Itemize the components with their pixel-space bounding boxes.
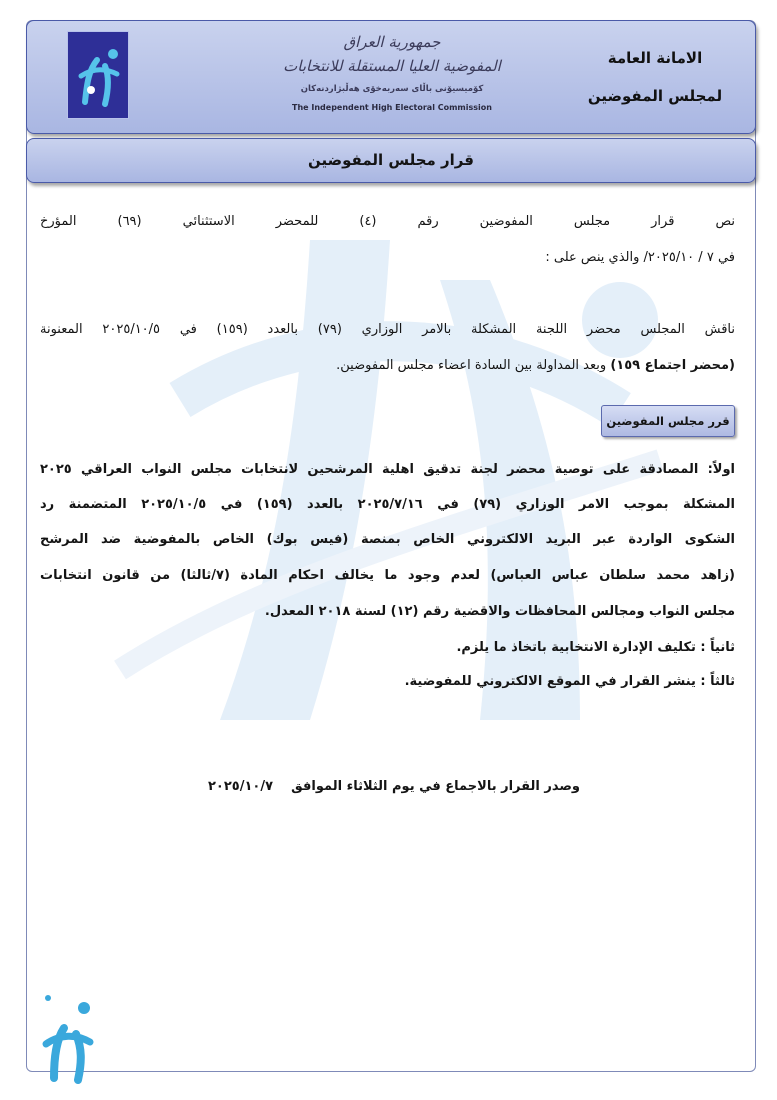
commission-name-arabic: المفوضية العليا المستقلة للانتخابات bbox=[283, 57, 501, 75]
decision-first-line-3: الشكوى الواردة عبر البريد الالكتروني الخاص بمنصة (فيس بوك) الخاص بالمفوضية ضد المرشح bbox=[40, 532, 735, 547]
decision-first-line-2: المشكلة بموجب الامر الوزاري (٧٩) في ٢٠٢٥/٧/١٦ بالعدد (١٥٩) في ٢٠٢٥/١٠/٥ المتضمنة رد bbox=[40, 497, 735, 512]
document-title: قرار مجلس المفوضين bbox=[26, 138, 756, 183]
decision-second: ثانياً : تكليف الإدارة الانتخابية باتخاذ ما يلزم. bbox=[456, 640, 735, 655]
meeting-minutes-ref: (محضر اجتماع ١٥٩) bbox=[610, 358, 735, 373]
country-name: جمهورية العراق bbox=[343, 33, 441, 51]
commission-name-kurdish: كۆمیسیۆنی باڵای سەربەخۆی هەڵبژاردنەکان bbox=[300, 84, 484, 94]
decision-first-line-1: اولاً: المصادقة على توصية محضر لجنة تدقيق اهلية المرشحين لانتخابات مجلس النواب العراقي ٢٠٢٥ bbox=[40, 462, 735, 477]
decision-badge: قرر مجلس المفوضين bbox=[601, 405, 735, 437]
decision-first-line-4: (زاهد محمد سلطان عباس العباس) لعدم وجود ما يخالف احكام المادة (٧/ثالثا) من قانون انتخابات bbox=[40, 568, 735, 583]
ihec-bottom-logo-icon bbox=[40, 988, 96, 1084]
commission-name-english: The Independent High Electoral Commission bbox=[292, 103, 492, 112]
secretariat-title-line1: الامانة العامة bbox=[607, 49, 703, 67]
ihec-logo bbox=[67, 31, 129, 119]
secretariat-title bbox=[585, 39, 725, 115]
decision-first-line-5: مجلس النواب ومجالس المحافظات والاقضية رقم (١٢) لسنة ٢٠١٨ المعدل. bbox=[264, 604, 735, 619]
discussion-line-2 bbox=[40, 358, 735, 373]
issuance-text: وصدر القرار بالاجماع في يوم الثلاثاء الموافق bbox=[291, 779, 580, 794]
commission-name-block bbox=[272, 29, 512, 129]
discussion-line-2-rest: وبعد المداولة بين السادة اعضاء مجلس المفوضين. bbox=[336, 358, 607, 373]
secretariat-title-line2: لمجلس المفوضين bbox=[587, 87, 723, 105]
document-header bbox=[26, 20, 756, 134]
ihec-logo-icon bbox=[75, 42, 123, 110]
issuance-statement bbox=[160, 779, 580, 794]
discussion-line-1: ناقش المجلس محضر اللجنة المشكلة بالامر الوزاري (٧٩) بالعدد (١٥٩) في ٢٠٢٥/١٠/٥ المعنونة bbox=[40, 322, 735, 337]
issuance-date: ٢٠٢٥/١٠/٧ bbox=[208, 779, 274, 794]
intro-line-2: في ٧ / ٢٠٢٥/١٠/ والذي ينص على : bbox=[545, 250, 735, 265]
intro-line-1: نص قرار مجلس المفوضين رقم (٤) للمحضر الاستثنائي (٦٩) المؤرخ bbox=[40, 214, 735, 229]
decision-third: ثالثاً : ينشر القرار في الموقع الالكتروني للمفوضية. bbox=[404, 674, 735, 689]
